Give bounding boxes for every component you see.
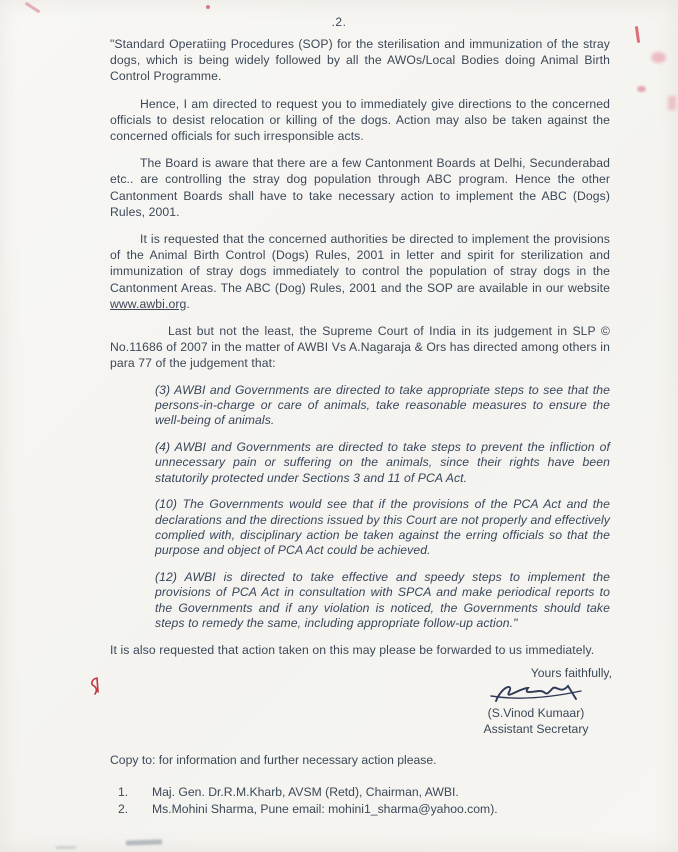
recipient-number: 1.: [118, 784, 129, 799]
paragraph-supreme-court: Last but not the least, the Supreme Court of India in its judgement in SLP © No.11686 of 2007 in the matter of AWBI Vs A.Nagaraja & Ors has directed among others in para 77 of the judgement that:: [110, 324, 610, 371]
recipient-list: [110, 784, 610, 818]
scan-artifact-right-edge: [668, 96, 676, 110]
copy-to-line: Copy to: for information and further necessary action please.: [110, 752, 437, 767]
paragraph-abc-rules: [110, 231, 610, 312]
recipient-row-2: [110, 801, 610, 818]
paragraph-cantonment-boards: The Board is aware that there are a few Cantonment Boards at Delhi, Secunderabad etc.. are controlling the stray dog population through ABC program. Hence the other Cantonment Boards shall have to take necessary action to implement the ABC (Dogs) Rules, 2001.: [110, 156, 610, 219]
scan-artifact-right-smudge: [651, 52, 666, 63]
recipient-text: Maj. Gen. Dr.R.M.Kharb, AVSM (Retd), Chairman, AWBI.: [152, 784, 459, 799]
signatory-title: Assistant Secretary: [483, 721, 589, 736]
judgement-quote-3: (3) AWBI and Governments are directed to take appropriate steps to see that the persons-in-charge or care of animals, take reasonable measures to ensure the well-being of animals.: [155, 382, 610, 428]
signature-block: [456, 665, 616, 737]
signatory-name: (S.Vinod Kumaar): [487, 705, 585, 720]
judgement-quote-12: (12) AWBI is directed to take effective and speedy steps to implement the provisions of PCA Act in consultation with SPCA and make periodical reports to the Governments and if any violation is noticed, the Governments should take steps to remedy the same, including appropriate follow-up action.": [155, 569, 610, 630]
paragraph-abc-rules-text: It is requested that the concerned authorities be directed to implement the provisions of the Animal Birth Control (Dogs) Rules, 2001 in letter and spirit for sterilization and immunization of stray dogs immediately to control the population of stray dogs in the Cantonment Areas. The ABC (Dog) Rules, 2001 and the SOP are available in our website: [110, 232, 610, 295]
paragraph-sop: "Standard Operatiing Procedures (SOP) for the sterilisation and immunization of the stray dogs, which is being widely followed by all the AWOs/Local Bodies doing Animal Birth Control Programme.: [110, 37, 610, 84]
valediction: Yours faithfully,: [530, 665, 612, 680]
recipient-number: 2.: [118, 801, 129, 816]
red-pen-mark: [88, 676, 102, 701]
scan-artifact-bottom-faint: [56, 846, 76, 849]
signature-scribble: [456, 681, 616, 707]
recipient-text: Ms.Mohini Sharma, Pune email: mohini1_sharma@yahoo.com).: [152, 801, 498, 816]
scan-artifact-bottom-smudge: [126, 839, 162, 845]
recipient-row-1: [110, 784, 610, 801]
paragraph-abc-rules-period: .: [186, 296, 190, 311]
paragraph-hence: Hence, I am directed to request you to immediately give directions to the concerned officials to desist relocation or killing of the dogs. Action may also be taken against the concerned officials for such irresponsible acts.: [110, 96, 610, 144]
judgement-quote-4: (4) AWBI and Governments are directed to take steps to prevent the infliction of unnecessary pain or suffering on the animals, since their rights have been statutorily protected under Sections 3 and 11 of PCA Act.: [155, 439, 610, 485]
paragraph-action-request: It is also requested that action taken on this may please be forwarded to us immediately.: [110, 643, 595, 658]
page-number: .2.: [331, 15, 347, 29]
awbi-website-link[interactable]: www.awbi.org: [110, 296, 187, 311]
judgement-quote-10: (10) The Governments would see that if the provisions of the PCA Act and the declarations and the directions issued by this Court are not properly and effectively complied with, disciplinary action be taken against the erring officials so that the purpose and object of PCA Act could be achieved.: [155, 497, 610, 558]
signature-ink-icon: [488, 681, 584, 707]
scan-artifact-right-dots: [637, 86, 646, 92]
letter-body: [110, 36, 610, 818]
